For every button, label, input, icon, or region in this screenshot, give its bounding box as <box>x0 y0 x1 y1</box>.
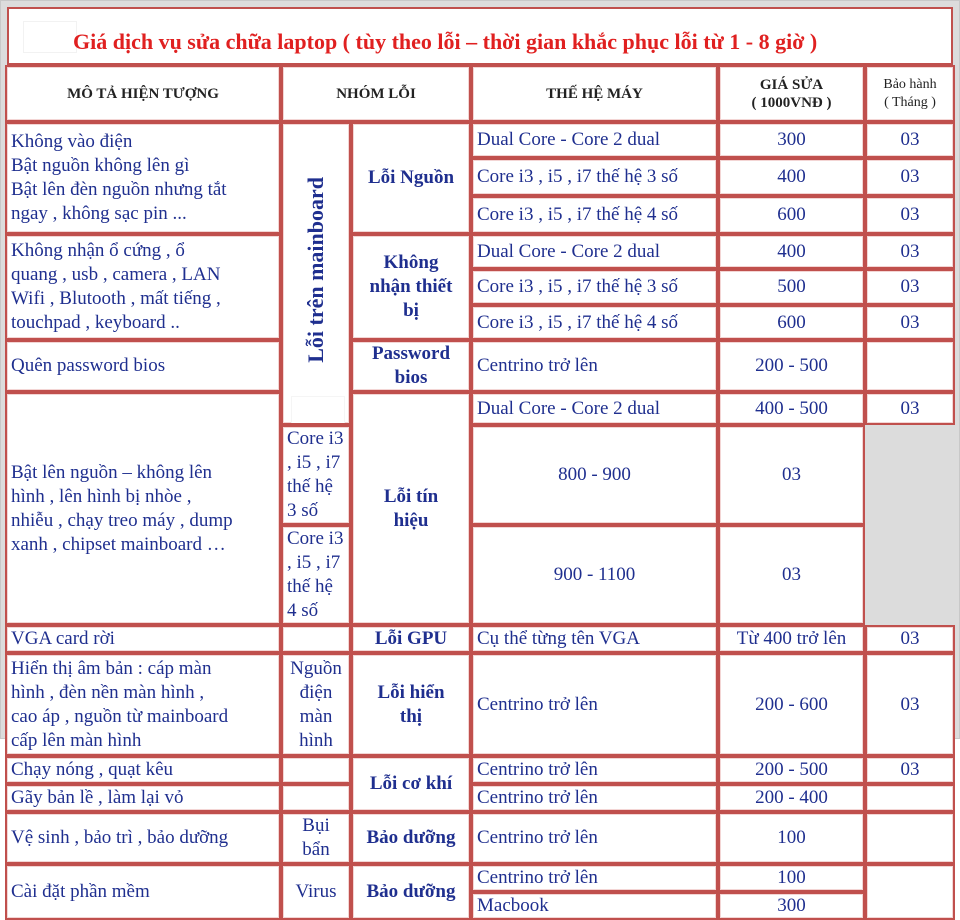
warranty-cell <box>865 812 955 864</box>
desc-line: Bật nguồn không lên gì <box>11 155 190 176</box>
table-row <box>5 625 955 653</box>
warranty-cell: 03 <box>865 392 955 425</box>
header-price-line1: GIÁ SỬA <box>759 76 824 93</box>
group-line: Lỗi tín <box>383 485 439 507</box>
warranty-cell: 03 <box>865 158 955 196</box>
group-device <box>351 234 471 340</box>
gen-cell: Core i3 , i5 , i7 thế hệ 3 số <box>281 425 351 525</box>
subgroup-line: hình <box>299 729 333 751</box>
desc-line: Hiển thị âm bản : cáp màn <box>11 657 212 679</box>
group-software: Bảo dưỡng <box>351 864 471 920</box>
table-row <box>5 756 955 784</box>
table-row <box>5 864 955 892</box>
header-warranty-line2: ( Tháng ) <box>884 94 936 110</box>
subgroup-clean: Bụi bẩn <box>281 812 351 864</box>
subgroup-software: Virus <box>281 864 351 920</box>
desc-cell: Chạy nóng , quạt kêu <box>5 756 281 784</box>
warranty-cell <box>865 784 955 812</box>
price-cell: 200 - 600 <box>718 653 865 756</box>
header-price <box>718 65 865 122</box>
group-line: Lỗi hiển <box>377 681 445 703</box>
warranty-cell: 03 <box>865 625 955 653</box>
warranty-cell <box>865 864 955 920</box>
table-row <box>5 812 955 864</box>
group-power: Lỗi Nguồn <box>351 122 471 234</box>
desc-gpu: VGA card rời <box>5 625 281 653</box>
subgroup-line: màn <box>299 705 333 727</box>
table-row <box>5 653 955 756</box>
group-line: bị <box>403 300 419 321</box>
gen-cell: Centrino trở lên <box>471 864 718 892</box>
price-cell: 400 - 500 <box>718 392 865 425</box>
group-line: thị <box>399 705 423 727</box>
gen-cell: Core i3 , i5 , i7 thế hệ 3 số <box>471 158 718 196</box>
mainboard-group-label: Lỗi trên mainboard <box>303 177 328 363</box>
warranty-cell: 03 <box>865 234 955 269</box>
price-cell: 400 <box>718 158 865 196</box>
gen-cell: Macbook <box>471 892 718 920</box>
subgroup-line: điện <box>299 681 333 703</box>
table-row <box>5 234 955 269</box>
price-cell: 900 - 1100 <box>471 525 718 625</box>
desc-line: Không nhận ổ cứng , ổ <box>11 240 185 261</box>
desc-cell: Gãy bản lề , làm lại vỏ <box>5 784 281 812</box>
gen-cell: Core i3 , i5 , i7 thế hệ 4 số <box>281 525 351 625</box>
warranty-cell <box>865 340 955 392</box>
desc-signal <box>5 392 281 625</box>
desc-power <box>5 122 281 234</box>
mainboard-group-cell <box>281 122 351 425</box>
gen-cell: Dual Core - Core 2 dual <box>471 122 718 158</box>
desc-line: cấp lên màn hình <box>11 729 142 751</box>
desc-clean: Vệ sinh , bảo trì , bảo dưỡng <box>5 812 281 864</box>
header-price-line2: ( 1000VNĐ ) <box>751 94 832 111</box>
warranty-cell: 03 <box>865 122 955 158</box>
warranty-cell: 03 <box>718 525 865 625</box>
gen-cell: Centrino trở lên <box>471 784 718 812</box>
gen-cell: Centrino trở lên <box>471 812 718 864</box>
price-cell: 800 - 900 <box>471 425 718 525</box>
price-cell: 600 <box>718 196 865 234</box>
header-description: MÔ TẢ HIỆN TƯỢNG <box>5 65 281 122</box>
subgroup-display <box>281 653 351 756</box>
table-row <box>5 392 955 425</box>
gen-cell: Dual Core - Core 2 dual <box>471 234 718 269</box>
group-display <box>351 653 471 756</box>
desc-line: Wifi , Blutooth , mất tiếng , <box>11 288 221 309</box>
group-signal <box>351 392 471 625</box>
subgroup-empty <box>281 784 351 812</box>
warranty-cell: 03 <box>865 653 955 756</box>
gen-cell: Core i3 , i5 , i7 thế hệ 4 số <box>471 196 718 234</box>
desc-line: Không vào điện <box>11 131 133 152</box>
warranty-cell: 03 <box>865 756 955 784</box>
header-row <box>5 65 955 122</box>
desc-bios: Quên password bios <box>5 340 281 392</box>
price-cell: 200 - 500 <box>718 340 865 392</box>
desc-line: quang , usb , camera , LAN <box>11 264 221 285</box>
table-row <box>5 122 955 158</box>
warranty-cell: 03 <box>718 425 865 525</box>
table-row <box>5 340 955 392</box>
group-bios: Password bios <box>351 340 471 392</box>
desc-line: hình , lên hình bị nhòe , <box>11 485 192 507</box>
desc-line: hình , đèn nền màn hình , <box>11 681 205 703</box>
desc-line: touchpad , keyboard .. <box>11 312 180 333</box>
mainboard-blank-patch <box>291 396 345 424</box>
header-generation: THẾ HỆ MÁY <box>471 65 718 122</box>
group-mech: Lỗi cơ khí <box>351 756 471 812</box>
price-cell: 500 <box>718 269 865 305</box>
gen-cell: Cụ thể từng tên VGA <box>471 625 718 653</box>
subgroup-empty <box>281 625 351 653</box>
price-cell: 300 <box>718 892 865 920</box>
group-line: Không <box>383 252 439 273</box>
desc-line: Bật lên nguồn – không lên <box>11 461 213 483</box>
group-line: nhận thiết <box>369 276 453 297</box>
price-cell: 600 <box>718 305 865 340</box>
gen-cell: Centrino trở lên <box>471 653 718 756</box>
group-clean: Bảo dưỡng <box>351 812 471 864</box>
price-cell: 300 <box>718 122 865 158</box>
group-line: hiệu <box>393 509 429 531</box>
warranty-cell: 03 <box>865 196 955 234</box>
warranty-cell: 03 <box>865 305 955 340</box>
desc-line: xanh , chipset mainboard … <box>11 533 226 555</box>
subgroup-line: Nguồn <box>290 657 342 679</box>
header-warranty-line1: Bảo hành <box>883 76 937 92</box>
gen-cell: Dual Core - Core 2 dual <box>471 392 718 425</box>
table-row <box>5 784 955 812</box>
price-cell: 200 - 400 <box>718 784 865 812</box>
subgroup-empty <box>281 756 351 784</box>
page-title: Giá dịch vụ sửa chữa laptop ( tùy theo lỗi – thời gian khắc phục lỗi từ 1 - 8 giờ ) <box>73 29 818 54</box>
desc-device <box>5 234 281 340</box>
title-blank-patch <box>23 21 77 53</box>
desc-line: nhiễu , chạy treo máy , dump <box>11 509 233 531</box>
gen-cell: Core i3 , i5 , i7 thế hệ 4 số <box>471 305 718 340</box>
desc-line: cao áp , nguồn từ mainboard <box>11 705 229 727</box>
price-table <box>5 65 955 920</box>
price-cell: 400 <box>718 234 865 269</box>
desc-line: ngay , không sạc pin ... <box>11 203 187 224</box>
gen-cell: Centrino trở lên <box>471 756 718 784</box>
group-gpu: Lỗi GPU <box>351 625 471 653</box>
header-warranty <box>865 65 955 122</box>
gen-cell: Core i3 , i5 , i7 thế hệ 3 số <box>471 269 718 305</box>
price-cell: 100 <box>718 812 865 864</box>
warranty-cell: 03 <box>865 269 955 305</box>
desc-line: Bật lên đèn nguồn nhưng tắt <box>11 179 227 200</box>
price-cell: 100 <box>718 864 865 892</box>
gen-cell: Centrino trở lên <box>471 340 718 392</box>
header-group: NHÓM LỖI <box>281 65 471 122</box>
desc-display <box>5 653 281 756</box>
desc-software: Cài đặt phần mềm <box>5 864 281 920</box>
price-cell: Từ 400 trở lên <box>718 625 865 653</box>
price-cell: 200 - 500 <box>718 756 865 784</box>
